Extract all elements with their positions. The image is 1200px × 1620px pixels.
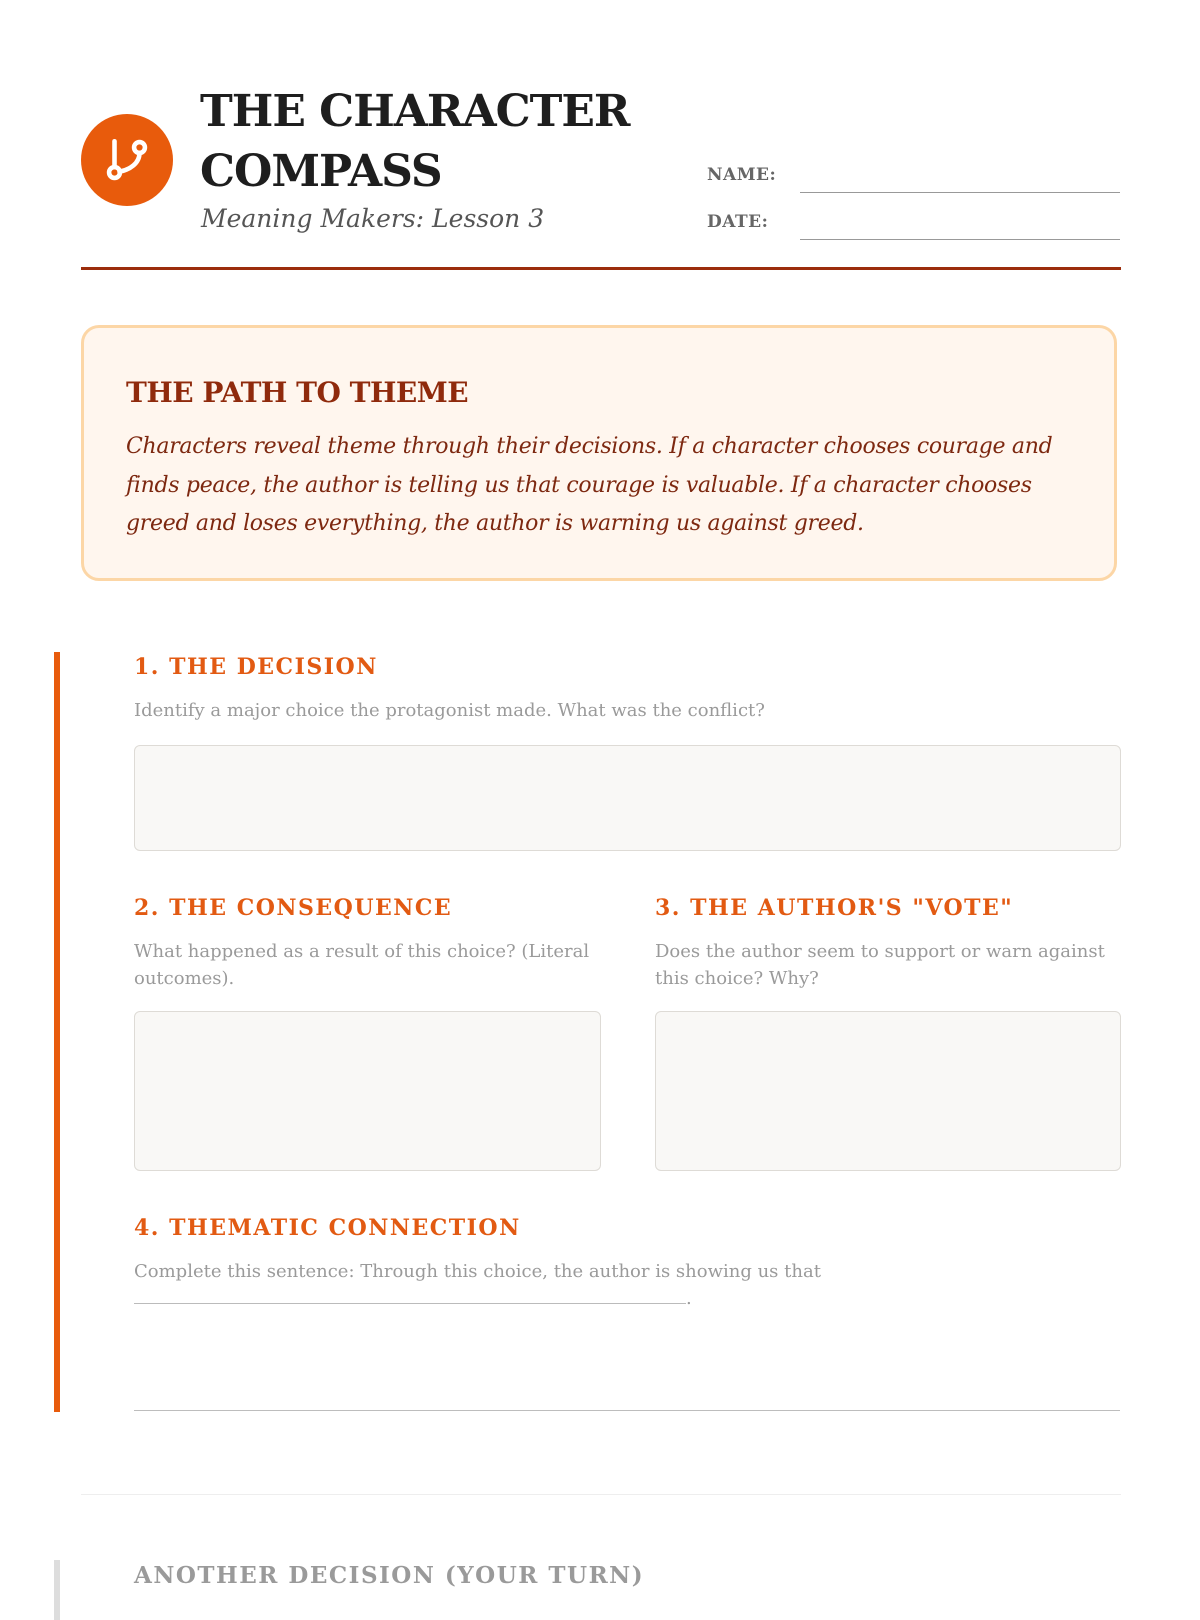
intro-text: Characters reveal theme through their decisions. If a character chooses courage and finds peace, the author is telling us that courage is valuable. If a character chooses greed and loses everything, the author is warning us against greed. xyxy=(126,434,1053,536)
branch-fork-icon xyxy=(81,114,173,206)
section-4-title: 4. THEMATIC CONNECTION xyxy=(134,1215,521,1241)
name-field[interactable] xyxy=(800,192,1120,193)
next-section-accent-bar xyxy=(54,1560,60,1620)
intro-title: THE PATH TO THEME xyxy=(126,376,469,409)
section-2-title: 2. THE CONSEQUENCE xyxy=(134,895,453,921)
section-3-title: 3. THE AUTHOR'S "VOTE" xyxy=(655,895,1014,921)
sentence-end: . xyxy=(686,1288,692,1309)
section-3-prompt: Does the author seem to support or warn against this choice? Why? xyxy=(655,941,1105,989)
consequence-answer-box[interactable] xyxy=(134,1011,601,1171)
date-label: DATE: xyxy=(707,212,769,232)
header-divider xyxy=(81,267,1121,270)
section-accent-bar xyxy=(54,652,60,1412)
section-1-prompt: Identify a major choice the protagonist made. What was the conflict? xyxy=(134,700,765,721)
section-1-title: 1. THE DECISION xyxy=(134,654,378,680)
date-field[interactable] xyxy=(800,239,1120,240)
next-section-title: ANOTHER DECISION (YOUR TURN) xyxy=(134,1562,645,1589)
decision-answer-box[interactable] xyxy=(134,745,1121,851)
name-label: NAME: xyxy=(707,165,777,185)
sentence-blank[interactable] xyxy=(134,1285,686,1304)
section-divider xyxy=(81,1494,1121,1495)
section-4-prompt-text: Complete this sentence: Through this choice, the author is showing us that xyxy=(134,1261,821,1282)
intro-box xyxy=(81,325,1117,581)
thematic-answer-line[interactable] xyxy=(134,1410,1120,1411)
page-title: THE CHARACTER COMPASS xyxy=(200,86,630,197)
author-vote-answer-box[interactable] xyxy=(655,1011,1121,1171)
section-4-prompt xyxy=(134,1258,1034,1312)
section-2-prompt: What happened as a result of this choice? (Literal outcomes). xyxy=(134,941,590,989)
page-subtitle: Meaning Makers: Lesson 3 xyxy=(201,204,545,233)
